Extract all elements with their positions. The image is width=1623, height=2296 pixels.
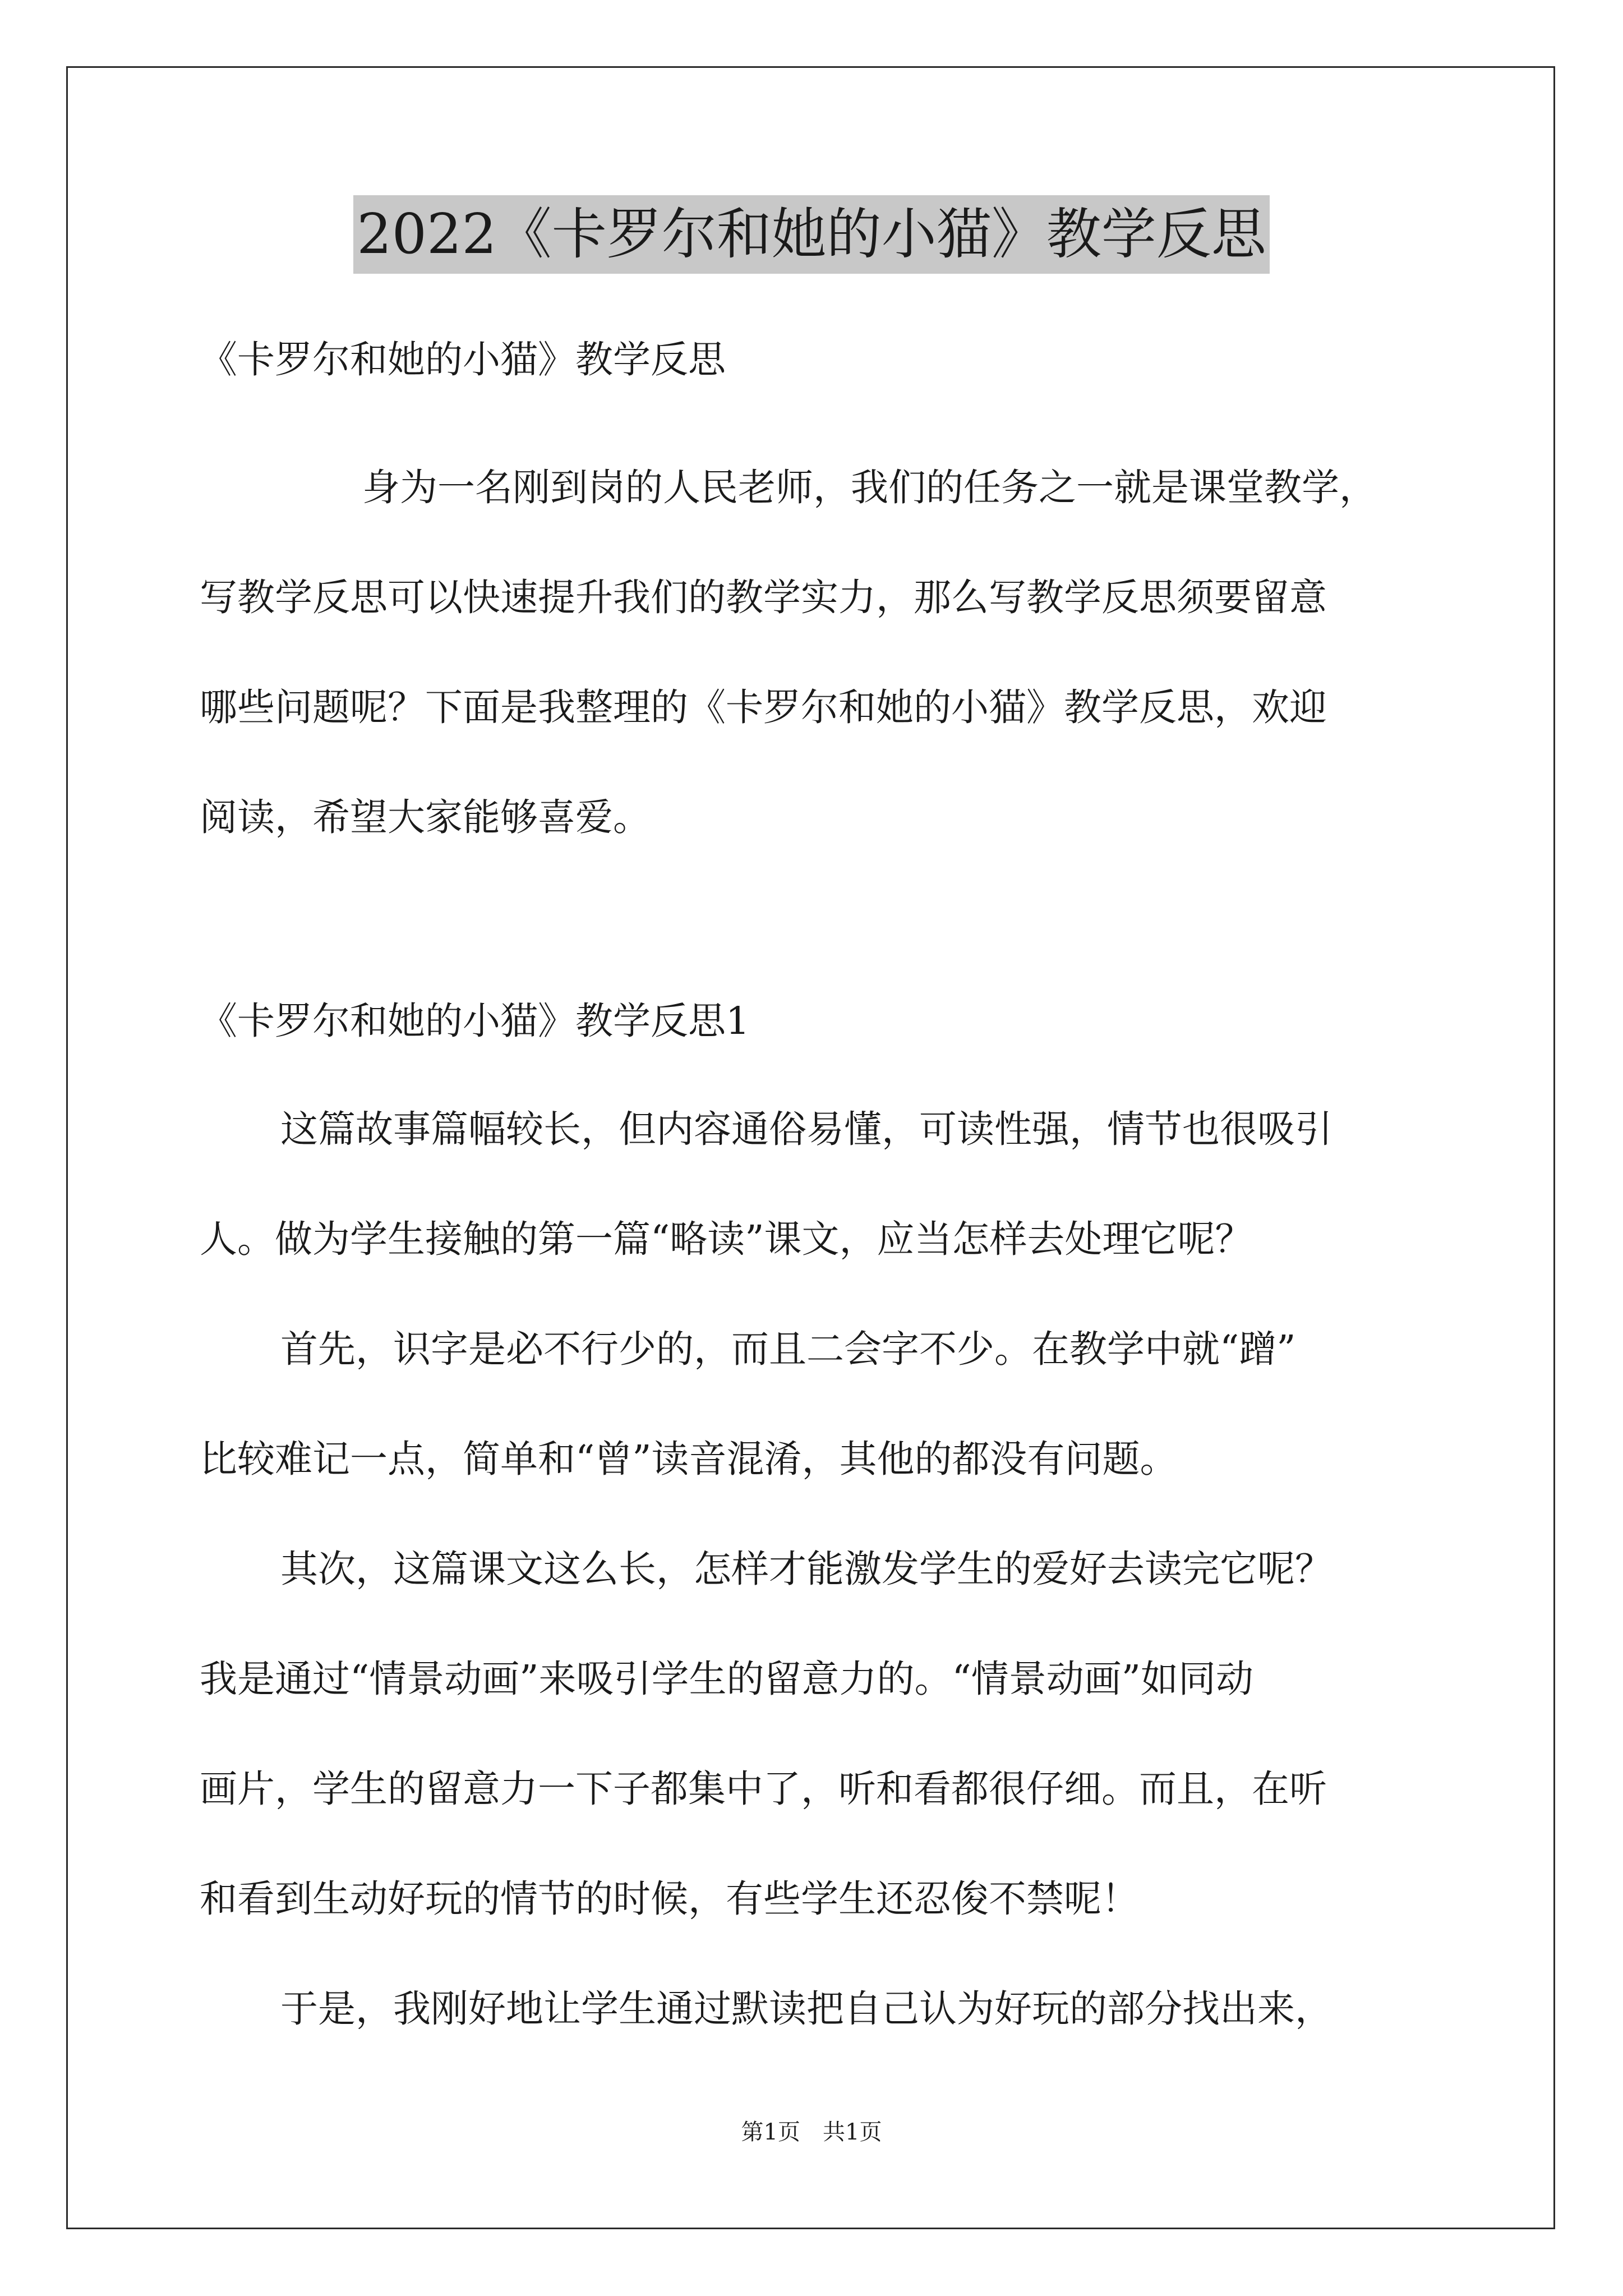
body-line: 画片，学生的留意力一下子都集中了，听和看都很仔细。而且，在听 <box>200 1767 1327 1811</box>
body-line: 首先，识字是必不行少的，而且二会字不少。在教学中就“蹭” <box>280 1327 1296 1371</box>
document-title <box>0 195 1623 274</box>
section-heading: 《卡罗尔和她的小猫》教学反思1 <box>200 999 750 1043</box>
document-title-text: 2022《卡罗尔和她的小猫》教学反思 <box>353 195 1269 274</box>
body-line: 我是通过“情景动画”来吸引学生的留意力的。“情景动画”如同动 <box>200 1657 1254 1701</box>
intro-line: 哪些问题呢？下面是我整理的《卡罗尔和她的小猫》教学反思，欢迎 <box>200 685 1327 729</box>
intro-line: 写教学反思可以快速提升我们的教学实力，那么写教学反思须要留意 <box>200 576 1327 619</box>
body-line: 和看到生动好玩的情节的时候，有些学生还忍俊不禁呢！ <box>200 1877 1139 1921</box>
body-line: 其次，这篇课文这么长，怎样才能激发学生的爱好去读完它呢？ <box>280 1547 1332 1591</box>
document-subtitle: 《卡罗尔和她的小猫》教学反思 <box>200 338 726 381</box>
page-number: 第1页 共1页 <box>741 2119 882 2145</box>
body-line: 比较难记一点，简单和“曾”读音混淆，其他的都没有问题。 <box>200 1437 1178 1481</box>
body-line: 人。做为学生接触的第一篇“略读”课文，应当怎样去处理它呢？ <box>200 1217 1253 1261</box>
intro-line: 阅读，希望大家能够喜爱。 <box>200 795 651 839</box>
intro-line: 身为一名刚到岗的人民老师，我们的任务之一就是课堂教学， <box>362 466 1377 509</box>
body-line: 这篇故事篇幅较长，但内容通俗易懂，可读性强，情节也很吸引 <box>280 1107 1332 1151</box>
body-line: 于是，我刚好地让学生通过默读把自己认为好玩的部分找出来， <box>280 1987 1332 2031</box>
